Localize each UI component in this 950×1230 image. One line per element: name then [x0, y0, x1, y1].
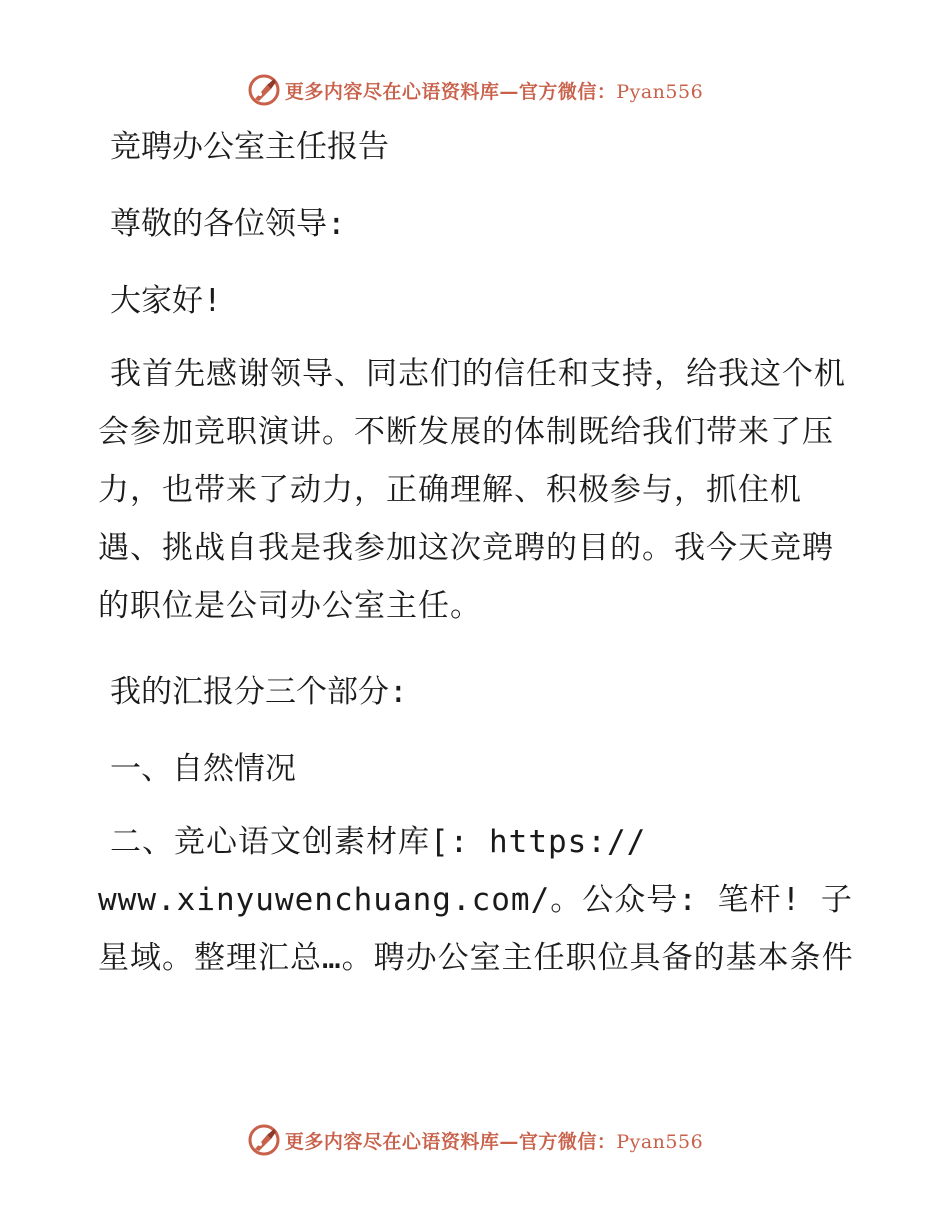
section-heading-1: 一、自然情况: [110, 751, 296, 787]
banner-wechat-id: Pyan556: [616, 1130, 704, 1153]
banner-text: [285, 1127, 703, 1154]
salutation: 尊敬的各位领导:: [110, 206, 346, 242]
banner-text: [285, 77, 703, 104]
document-title: 竞聘办公室主任报告: [110, 129, 389, 165]
document-body: [98, 120, 858, 987]
greeting: 大家好!: [110, 283, 222, 319]
section-heading-2: 二、竞心语文创素材库[: https:// www.xinyuwenchuang.com/。公众号: 笔杆! 子星域。整理汇总…。聘办公室主任职位具备的基本条件: [98, 824, 854, 976]
intro-paragraph: 我首先感谢领导、同志们的信任和支持，给我这个机会参加竞职演讲。不断发展的体制既给我们带来了压力，也带来了动力，正确理解、积极参与，抓住机遇、挑战自我是我参加这次竞聘的目的。我今天竞聘的职位是公司办公室主任。: [98, 356, 846, 624]
pen-logo-icon: [247, 1123, 281, 1157]
banner-label: 更多内容尽在心语资料库—官方微信：: [284, 80, 617, 103]
pen-logo-icon: [247, 73, 281, 107]
footer-banner: [0, 1120, 950, 1160]
banner-wechat-id: Pyan556: [616, 80, 704, 103]
banner-label: 更多内容尽在心语资料库—官方微信：: [284, 1130, 617, 1153]
header-banner: [0, 70, 950, 110]
report-intro: 我的汇报分三个部分:: [110, 674, 408, 710]
